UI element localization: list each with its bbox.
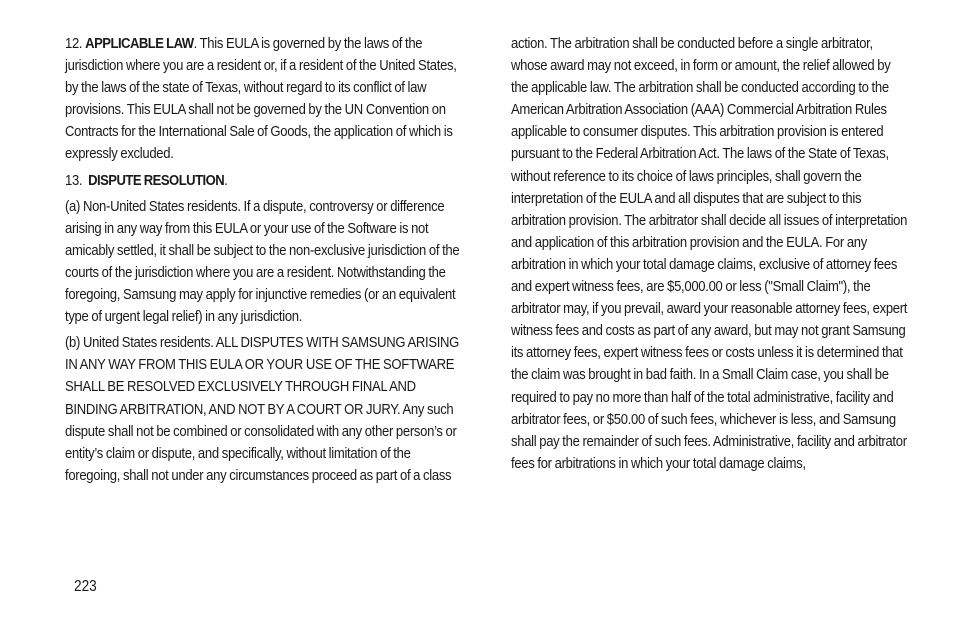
section-13-heading: DISPUTE RESOLUTION (88, 171, 225, 189)
paragraph-b: (b) United States residents. ALL DISPUTES WITH SAMSUNG ARISING IN ANY WAY FROM THIS EULA OR YOUR USE OF THE SOFTWARE SHALL BE RESOLVED EXCLUSIVELY THROUGH FINAL AND BINDING ARBITRATION, AND NOT BY A COURT OR JURY. Any such dispute shall not be combined or consolidated with any other person’s or entity’s claim or dispute, and specifically, without limitation of the foregoing, shall not under any circumstances proceed as part of a class (65, 334, 460, 484)
section-13-heading-suffix: . (224, 171, 228, 189)
section-13-number: 13. (65, 171, 83, 189)
right-column (511, 33, 909, 475)
page-number: 223 (74, 578, 97, 595)
section-13-heading-line (65, 170, 461, 192)
section-12-paragraph (65, 33, 461, 166)
section-12-number: 12. (65, 35, 83, 52)
paragraph-a: (a) Non-United States residents. If a dispute, controversy or difference arising in any way from this EULA or your use of the Software is not amicably settled, it shall be subject to the non-exclusive jurisdiction of the courts of the jurisdiction where you are a resident. Notwithstanding the foregoing, Samsung may apply for injunctive remedies (or an equivalent type of urgent legal relief) in any jurisdiction. (65, 197, 460, 326)
left-column (65, 33, 461, 487)
right-column-paragraph: action. The arbitration shall be conducted before a single arbitrator, whose award may not exceed, in form or amount, the relief allowed by the applicable law. The arbitration shall be conducted according to the American Arbitration Association (AAA) Commercial Arbitration Rules applicable to consumer disputes. This arbitration provision is entered pursuant to the Federal Arbitration Act. The laws of the State of Texas, without reference to its choice of laws principles, shall govern the interpretation of the EULA and all disputes that are subject to this arbitration provision. The arbitrator shall decide all issues of interpretation and application of this arbitration provision and the EULA. For any arbitration in which your total damage claims, exclusive of attorney fees and expert witness fees, are $5,000.00 or less ("Small Claim"), the arbitrator may, if you prevail, award your reasonable attorney fees, expert witness fees and costs as part of any award, but may not grant Samsung its attorney fees, expert witness fees or costs unless it is determined that the claim was brought in bad faith. In a Small Claim case, you shall be required to pay no more than half of the total administrative, facility and arbitrator fees, or $50.00 of such fees, whichever is less, and Samsung shall pay the remainder of such fees. Administrative, facility and arbitrator fees for arbitrations in which your total damage claims, (511, 35, 908, 472)
section-12-body: . This EULA is governed by the laws of the jurisdiction where you are a resident or, if a resident of the United States, by the laws of the state of Texas, without regard to its conflict of law provisions. This EULA shall not be governed by the UN Convention on Contracts for the International Sale of Goods, the application of which is expressly excluded. (65, 35, 457, 163)
section-12-heading: APPLICABLE LAW (85, 35, 194, 52)
